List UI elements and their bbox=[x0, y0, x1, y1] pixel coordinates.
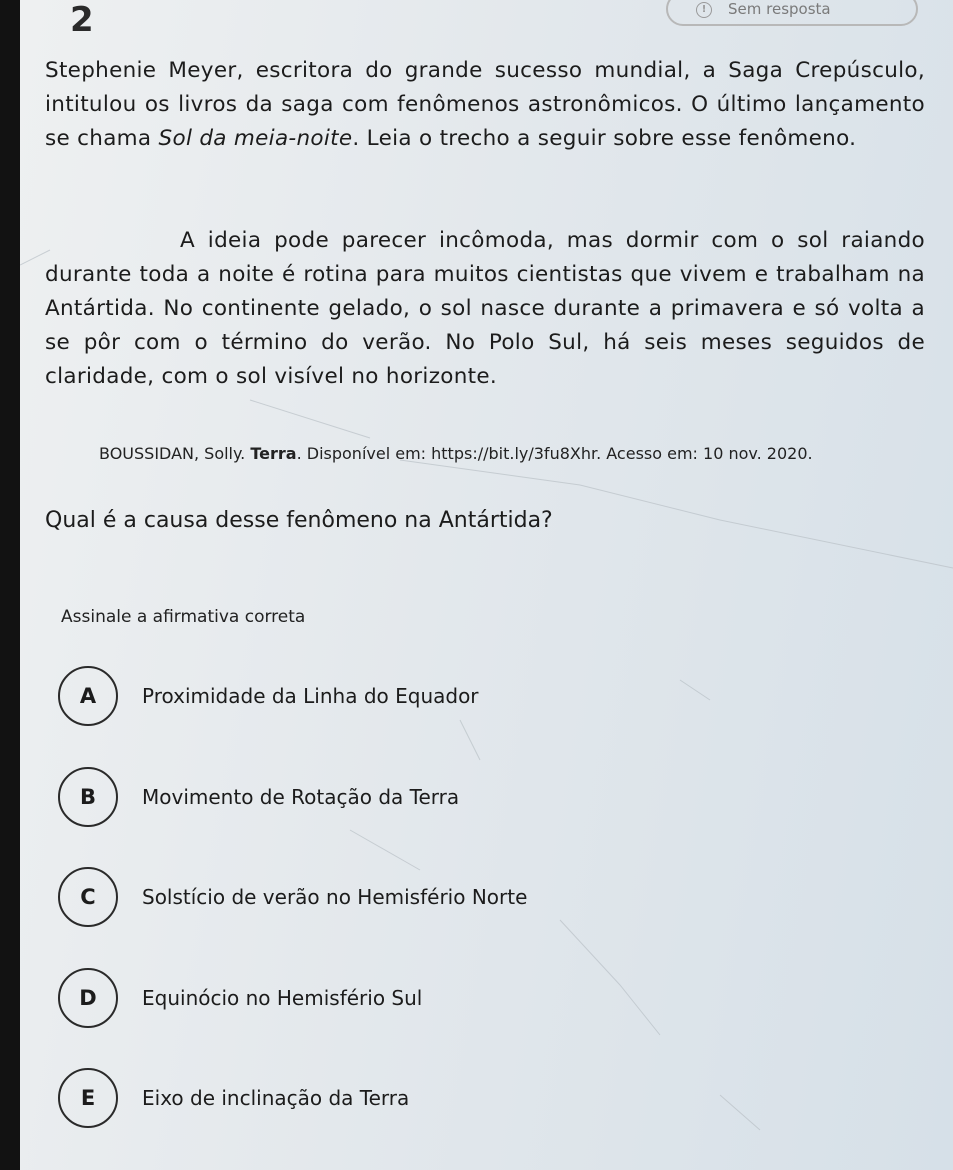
option-a-text[interactable]: Proximidade da Linha do Equador bbox=[142, 684, 479, 708]
source-title: Terra bbox=[250, 444, 297, 463]
option-e[interactable] bbox=[58, 1065, 918, 1131]
question-number: 2 bbox=[70, 0, 94, 40]
option-b-letter[interactable]: B bbox=[58, 767, 118, 827]
screen bbox=[20, 0, 953, 1170]
option-d-text[interactable]: Equinócio no Hemisfério Sul bbox=[142, 986, 423, 1010]
intro-text-part1: Stephenie Meyer, escritora do grande sucesso mundial, a Saga Crepúsculo, intitulou os livros da saga com fenômenos astronômicos. O último lançamento se chama bbox=[45, 58, 925, 151]
intro-text-part2: . Leia o trecho a seguir sobre esse fenômeno. bbox=[352, 126, 857, 151]
option-c-text[interactable]: Solstício de verão no Hemisfério Norte bbox=[142, 885, 528, 909]
option-d[interactable] bbox=[58, 965, 918, 1031]
option-c-letter[interactable]: C bbox=[58, 867, 118, 927]
source-citation bbox=[99, 444, 939, 463]
option-e-letter[interactable]: E bbox=[58, 1068, 118, 1128]
intro-paragraph bbox=[45, 54, 925, 156]
status-text: Sem resposta bbox=[728, 0, 831, 18]
status-badge bbox=[666, 0, 918, 26]
exclamation-icon: ! bbox=[696, 2, 712, 18]
question-instruction: Assinale a afirmativa correta bbox=[61, 607, 306, 627]
option-b-text[interactable]: Movimento de Rotação da Terra bbox=[142, 785, 460, 809]
quote-text: A ideia pode parecer incômoda, mas dormir com o sol raiando durante toda a noite é rotina para muitos cientistas que vivem e trabalham na Antártida. No continente gelado, o sol nasce durante a primavera e só volta a se pôr com o término do verão. No Polo Sul, há seis meses seguidos de claridade, com o sol visível no horizonte. bbox=[45, 228, 925, 389]
option-a[interactable] bbox=[58, 663, 918, 729]
question-prompt: Qual é a causa desse fenômeno na Antártida? bbox=[45, 508, 553, 533]
option-c[interactable] bbox=[58, 864, 918, 930]
option-b[interactable] bbox=[58, 764, 918, 830]
quote-paragraph bbox=[45, 224, 925, 394]
option-d-letter[interactable]: D bbox=[58, 968, 118, 1028]
source-author: BOUSSIDAN, Solly. bbox=[99, 444, 251, 463]
source-rest: . Disponível em: https://bit.ly/3fu8Xhr. Acesso em: 10 nov. 2020. bbox=[296, 444, 813, 463]
option-a-letter[interactable]: A bbox=[58, 666, 118, 726]
option-e-text[interactable]: Eixo de inclinação da Terra bbox=[142, 1086, 410, 1110]
intro-book-title: Sol da meia-noite bbox=[158, 126, 353, 151]
